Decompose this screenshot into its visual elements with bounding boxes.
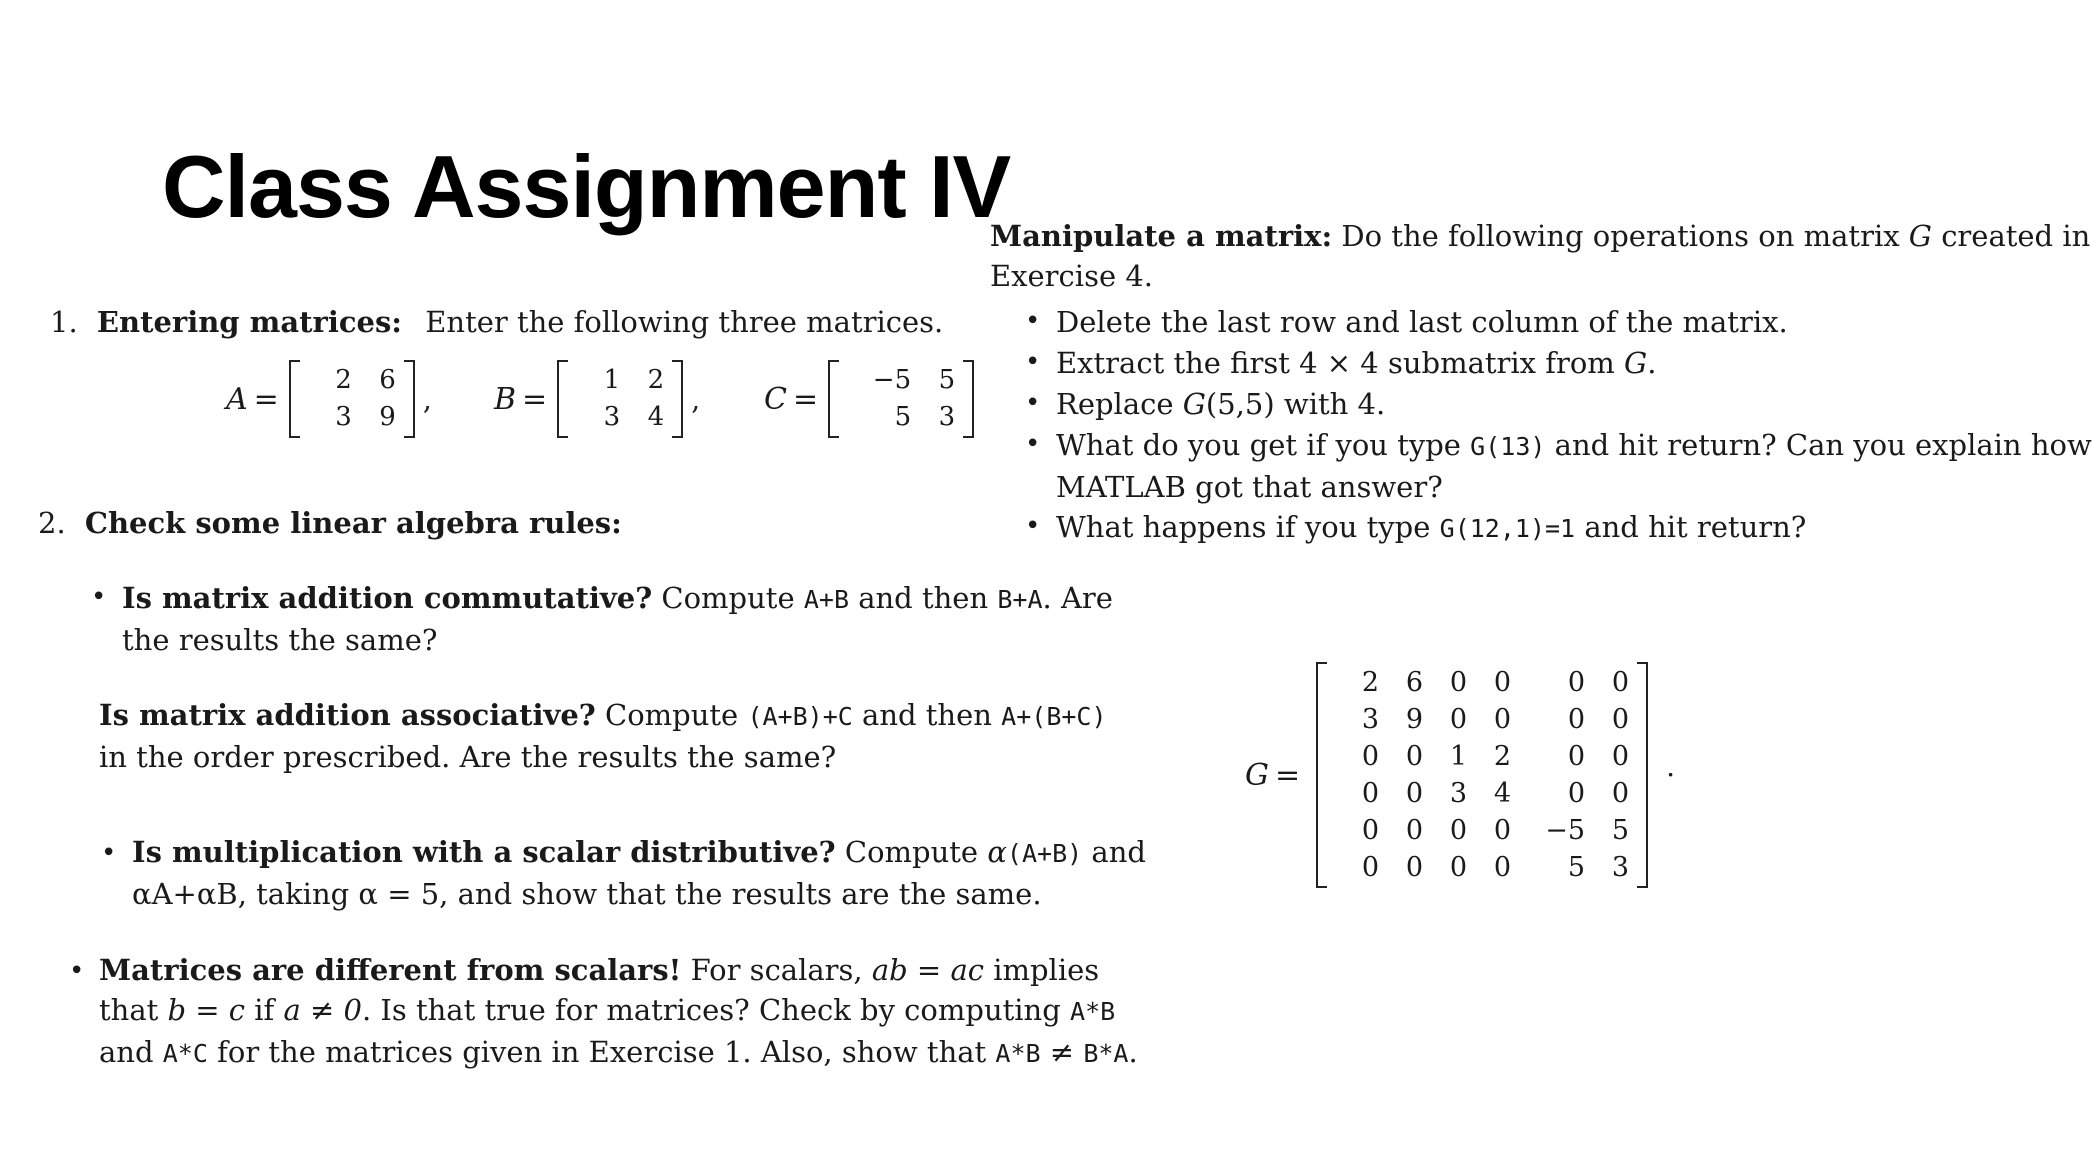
rule-text: and then [862, 698, 992, 732]
rule-text: For scalars, [690, 953, 863, 987]
matrix-cell: 0 [1611, 667, 1630, 698]
bullet-icon: • [1025, 306, 1041, 336]
matrix-cell: 0 [1567, 704, 1586, 735]
manipulate-text: Do the following operations on matrix [1341, 219, 1900, 253]
rule-text: that [99, 993, 159, 1027]
matrix-cell: 3 [1361, 704, 1380, 735]
math-text: a ≠ 0 [283, 993, 362, 1027]
math-text: G [1908, 219, 1932, 253]
rule-text: Compute [605, 698, 739, 732]
matrix-cell: 0 [1493, 852, 1512, 883]
item-text: . [1647, 346, 1657, 380]
matrix-a-label: A [226, 381, 248, 417]
code-text: G(12,1)=1 [1439, 514, 1576, 543]
matrix-g-trail: . [1666, 750, 1676, 783]
manipulate-item [1056, 384, 1385, 424]
matrix-cell: 0 [1405, 741, 1424, 772]
matrix-g: G = 2 6 0 0 0 0 3 9 0 0 0 0 0 0 1 2 0 0 0 0 3 4 0 0 0 0 0 0 −5 5 0 0 0 0 5 3 . [1245, 662, 1675, 888]
matrix-a: A = 2 6 3 9 , [226, 360, 432, 438]
matrix-cell: 0 [1493, 704, 1512, 735]
matrix-g-label: G [1245, 757, 1269, 793]
matrix-g-cells [1327, 662, 1637, 888]
matrix-cell: 9 [379, 402, 396, 432]
matrix-cell: 2 [1361, 667, 1380, 698]
matrix-cell: 0 [1361, 778, 1380, 809]
code-text: B*A [1083, 1039, 1129, 1068]
rule-scalars [99, 950, 1138, 1074]
matrix-cell: 0 [1493, 667, 1512, 698]
bullet-icon: • [1025, 347, 1041, 377]
rule-text: . [1128, 1035, 1138, 1069]
code-text: B+A [997, 585, 1043, 614]
matrix-cell: 3 [603, 402, 621, 432]
bullet-icon: • [91, 582, 107, 612]
manipulate-item [1056, 425, 2092, 507]
rule-text-line2: the results the same? [122, 623, 438, 657]
matrix-cell: 0 [1361, 852, 1380, 883]
rule-text: for the matrices given in Exercise 1. Also, show that [217, 1035, 987, 1069]
rule-text: Compute [844, 835, 979, 869]
matrix-cell: 3 [335, 402, 352, 432]
item-text: and hit return? [1584, 510, 1807, 544]
matrix-cell: 0 [1567, 778, 1586, 809]
rule-associative [99, 695, 1107, 777]
matrix-c-label: C [764, 381, 787, 417]
code-text: A*B [995, 1039, 1041, 1068]
math-text: ab = ac [871, 953, 984, 987]
matrix-cell: 0 [1611, 741, 1630, 772]
rule-text: . Are [1042, 581, 1113, 615]
matrix-cell: 0 [1449, 704, 1468, 735]
math-text: ≠ [1049, 1035, 1075, 1069]
matrix-cell: 2 [1493, 741, 1512, 772]
page-title: Class Assignment IV [162, 137, 1011, 236]
matrix-cell: 0 [1449, 667, 1468, 698]
rule-heading: Matrices are different from scalars! [99, 953, 682, 987]
matrix-c: C = −5 5 5 3 [764, 360, 974, 438]
code-text: A+(B+C) [1001, 702, 1107, 731]
rule-text: Compute [661, 581, 795, 615]
matrix-b-label: B [494, 381, 517, 417]
rule-text: and then [858, 581, 989, 615]
matrix-cell: 0 [1493, 815, 1512, 846]
exercise-2-heading: Check some linear algebra rules: [84, 506, 622, 540]
matrix-cell: −5 [872, 365, 912, 395]
exercise-2-line [38, 503, 622, 543]
rule-heading: Is matrix addition commutative? [122, 581, 653, 615]
matrix-cell: 4 [647, 402, 665, 432]
matrix-cell: 0 [1361, 741, 1380, 772]
code-text: (A+B) [1006, 839, 1083, 868]
matrix-cell: 3 [938, 402, 956, 432]
code-text: G(13) [1470, 432, 1546, 461]
bullet-icon: • [1025, 429, 1041, 459]
code-text: A+B [803, 585, 849, 614]
rule-text: if [254, 993, 275, 1027]
matrix-cell: 2 [647, 365, 665, 395]
code-text: A*C [162, 1039, 208, 1068]
manipulate-heading: Manipulate a matrix: [990, 219, 1333, 253]
matrix-cell: 0 [1405, 778, 1424, 809]
matrix-cell: 0 [1405, 852, 1424, 883]
matrix-cell: 0 [1611, 778, 1630, 809]
bullet-icon: • [101, 838, 117, 868]
matrix-cell: 0 [1449, 852, 1468, 883]
code-text: (A+B)+C [747, 702, 853, 731]
math-text: b = c [167, 993, 246, 1027]
matrix-cell: 5 [1567, 852, 1586, 883]
matrix-cell: 1 [603, 365, 621, 395]
bullet-icon: • [1025, 388, 1041, 418]
rule-text: and [1091, 835, 1146, 869]
matrix-cell: 0 [1449, 815, 1468, 846]
bullet-icon: • [1025, 511, 1041, 541]
manipulate-item: Delete the last row and last column of the matrix. [1056, 305, 1788, 339]
item-text: (5,5) with 4. [1205, 387, 1386, 421]
matrix-cell: −5 [1545, 815, 1586, 846]
bullet-icon: • [69, 956, 85, 986]
matrix-cell: 0 [1567, 741, 1586, 772]
matrix-cell: 6 [1405, 667, 1424, 698]
rule-text-line2: αA+αB, taking α = 5, and show that the results are the same. [132, 877, 1042, 911]
item-text: What do you get if you type [1056, 428, 1461, 462]
manipulate-item [1056, 343, 1656, 383]
exercise-2-number: 2. [38, 506, 66, 540]
matrix-cell: 4 [1493, 778, 1512, 809]
manipulate-section [990, 216, 2090, 296]
math-text: G [1182, 387, 1206, 421]
item-text: What happens if you type [1056, 510, 1431, 544]
matrix-cell: 0 [1405, 815, 1424, 846]
exercise-1-heading: Entering matrices: [96, 305, 402, 339]
matrix-b: B = 1 2 3 4 , [494, 360, 700, 438]
exercise-1-line [50, 302, 943, 342]
manipulate-item [1056, 507, 1806, 549]
rule-text-line2: in the order prescribed. Are the results the same? [99, 740, 837, 774]
item-text-line2: MATLAB got that answer? [1056, 470, 1443, 504]
rule-text: . Is that true for matrices? Check by computing [361, 993, 1061, 1027]
rule-heading: Is matrix addition associative? [99, 698, 596, 732]
exercise-1-number: 1. [50, 305, 78, 339]
matrix-cell: 9 [1405, 704, 1424, 735]
matrix-cell: 3 [1449, 778, 1468, 809]
matrix-cell: 0 [1361, 815, 1380, 846]
item-text: Extract the first 4 × 4 submatrix from [1056, 346, 1615, 380]
exercise-1-text: Enter the following three matrices. [425, 305, 944, 339]
rule-text: and [99, 1035, 154, 1069]
rule-heading: Is multiplication with a scalar distributive? [132, 835, 836, 869]
matrix-cell: 3 [1611, 852, 1630, 883]
manipulate-text: created in [1941, 219, 2091, 253]
math-text: α [987, 835, 1007, 869]
code-text: A*B [1070, 997, 1116, 1026]
math-text: G [1624, 346, 1648, 380]
matrix-cell: 5 [1611, 815, 1630, 846]
item-text: Replace [1056, 387, 1174, 421]
matrix-cell: 5 [938, 365, 956, 395]
matrix-cell: 0 [1611, 704, 1630, 735]
manipulate-text-line2: Exercise 4. [990, 259, 1153, 293]
matrix-cell: 5 [894, 402, 912, 432]
rule-commutative [122, 578, 1113, 660]
rule-text: implies [993, 953, 1100, 987]
item-text: and hit return? Can you explain how [1554, 428, 2092, 462]
matrix-cell: 0 [1567, 667, 1586, 698]
rule-distributive [132, 832, 1146, 914]
matrix-cell: 6 [379, 365, 396, 395]
matrix-cell: 2 [335, 365, 352, 395]
matrix-cell: 1 [1449, 741, 1468, 772]
